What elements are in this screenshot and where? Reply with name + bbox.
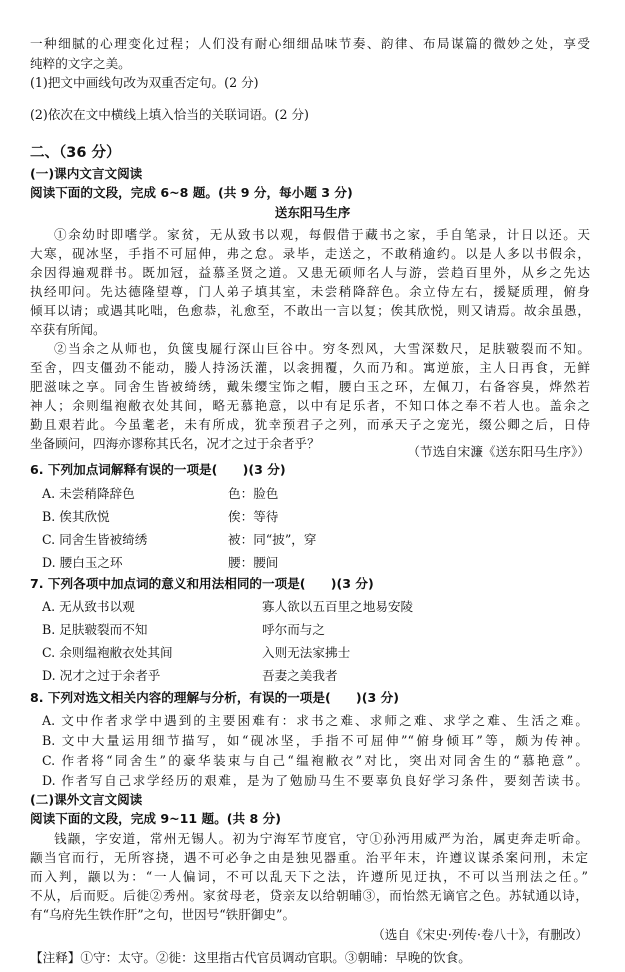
passage-line: 坐备顾问，四海亦谬称其氏名，况才之过于余者乎？ (30, 436, 320, 451)
q6-option-d-gloss: 腰：腰间 (228, 555, 279, 570)
q7-option-a: A. 无从致书以观 (42, 599, 135, 614)
passage-line: 大寒，砚冰坚，手指不可屈伸，弗之怠。录毕，走送之，不敢稍逾约。以是人多以书假余， (30, 246, 590, 261)
q6-option-c: C. 同舍生皆被绮绣 (42, 532, 148, 547)
passage-2-source: （选自《宋史·列传·卷八十》，有删改） (372, 927, 588, 942)
passage-line: 执经叩问。先达德隆望尊，门人弟子填其室，未尝稍降辞色。余立侍左右，援疑质理，俯身 (30, 284, 590, 299)
q6-option-d: D. 腰白玉之环 (42, 555, 123, 570)
passage-line: 至舍，四支僵劲不能动，媵人持汤沃灌，以衾拥覆，久而乃和。寓逆旅，主人日再食，无鲜 (30, 360, 590, 375)
q7-option-b: B. 足肤皲裂而不知 (42, 622, 148, 637)
top-text-line-1: 一种细腻的心理变化过程；人们没有耐心细细品味节奏、韵律、布局谋篇的微妙之处，享受 (30, 36, 590, 51)
section-2-title: 二、（36 分） (30, 145, 121, 161)
passage-line: 肥滋味之享。同舍生皆被绮绣，戴朱缨宝饰之帽，腰白玉之环，左佩刀，右备容臭，烨然若 (30, 379, 590, 394)
passage-line: ②当余之从师也，负箧曳屣行深山巨谷中。穷冬烈风，大雪深数尺，足肤皲裂而不知。 (54, 341, 590, 356)
q6-option-a: A. 未尝稍降辞色 (42, 486, 135, 501)
part-2-title: (二)课外文言文阅读 (30, 792, 143, 807)
passage-source: （节选自宋濂《送东阳马生序》） (407, 444, 590, 459)
q7-option-a-compare: 寡人欲以五百里之地易安陵 (262, 599, 414, 614)
part-1-instruction: 阅读下面的文段，完成 6~8 题。(共 9 分，每小题 3 分) (30, 185, 353, 200)
q7-option-b-compare: 呼尔而与之 (262, 622, 325, 637)
top-text-line-2: 纯粹的文字之美。 (30, 56, 131, 71)
passage-line: 余因得遍观群书。既加冠，益慕圣贤之道。又患无硕师名人与游，尝趋百里外，从乡之先达 (30, 265, 590, 280)
part-1-title: (一)课内文言文阅读 (30, 166, 143, 181)
question-6-stem: 6. 下列加点词解释有误的一项是( )(3 分) (30, 462, 286, 477)
q8-option-c: C. 作者将“同舍生”的豪华装束与自己“缊袍敝衣”对比，突出对同舍生的“慕艳意”。 (42, 753, 588, 768)
passage-2-line: 钱颛，字安道，常州无锡人。初为宁海军节度官，守①孙沔用威严为治，属吏奔走听命。 (54, 831, 588, 846)
passage-2-line: 有“乌府先生铁作肝”之句，世因号“铁肝御史”。 (30, 907, 296, 922)
passage-line: 卒获有所闻。 (30, 322, 106, 337)
q6-option-b-gloss: 俟：等待 (228, 509, 279, 524)
q6-option-b: B. 俟其欣悦 (42, 509, 110, 524)
question-1: (1)把文中画线句改为双重否定句。(2 分) (30, 75, 259, 90)
q8-option-d: D. 作者写自己求学经历的艰难，是为了勉励马生不要辜负良好学习条件，要刻苦读书。 (42, 773, 588, 788)
annotation-note: 【注释】①守：太守。②徙：这里指古代官员调动官职。③朝晡：早晚的饮食。 (30, 950, 471, 965)
q8-option-a: A. 文中作者求学中遇到的主要困难有：求书之难、求师之难、求学之难、生活之难。 (42, 713, 588, 728)
question-7-stem: 7. 下列各项中加点词的意义和用法相同的一项是( )(3 分) (30, 576, 374, 591)
q7-option-d-compare: 吾妻之美我者 (262, 668, 338, 683)
passage-2-line: 不从，后而贬。后徙②秀州。家贫母老，贷亲友以给朝晡③，而怡然无谪官之色。苏轼通以诗， (30, 888, 588, 903)
question-8-stem: 8. 下列对选文相关内容的理解与分析，有误的一项是( )(3 分) (30, 690, 399, 705)
passage-line: 神人；余则缊袍敝衣处其间，略无慕艳意，以中有足乐者，不知口体之奉不若人也。盖余之 (30, 398, 590, 413)
question-2: (2)依次在文中横线上填入恰当的关联词语。(2 分) (30, 107, 309, 122)
passage-title: 送东阳马生序 (274, 205, 351, 220)
passage-2-line: 颛当官而行，无所容挠，遇不可必争之由是独见器重。治平年末，许遵议谋杀案问刑，未定 (30, 850, 588, 865)
q7-option-d: D. 况才之过于余者乎 (42, 668, 161, 683)
passage-line: 勤且艰若此。今虽耄老，未有所成，犹幸预君子之列，而承天子之宠光，缀公卿之后，日侍 (30, 417, 590, 432)
q8-option-b: B. 文中大量运用细节描写，如“砚冰坚，手指不可屈伸”“俯身倾耳”等，颇为传神。 (42, 733, 588, 748)
q7-option-c-compare: 入则无法家拂士 (262, 645, 351, 660)
passage-line: 倾耳以请；或遇其叱咄，色愈恭，礼愈至，不敢出一言以复；俟其欣悦，则又请焉。故余虽愚， (30, 303, 590, 318)
passage-line: ①余幼时即嗜学。家贫，无从致书以观，每假借于藏书之家，手自笔录，计日以还。天 (54, 227, 590, 242)
passage-2-line: 而入判，颛以为：“一人偏词，不可以乱天下之法，许遵所见迂执，不可以当刑法之任。” (30, 869, 588, 884)
q7-option-c: C. 余则缊袍敝衣处其间 (42, 645, 173, 660)
part-2-instruction: 阅读下面的文段，完成 9~11 题。(共 8 分) (30, 811, 281, 826)
q6-option-c-gloss: 被：同“披”，穿 (228, 532, 317, 547)
q6-option-a-gloss: 色：脸色 (228, 486, 279, 501)
